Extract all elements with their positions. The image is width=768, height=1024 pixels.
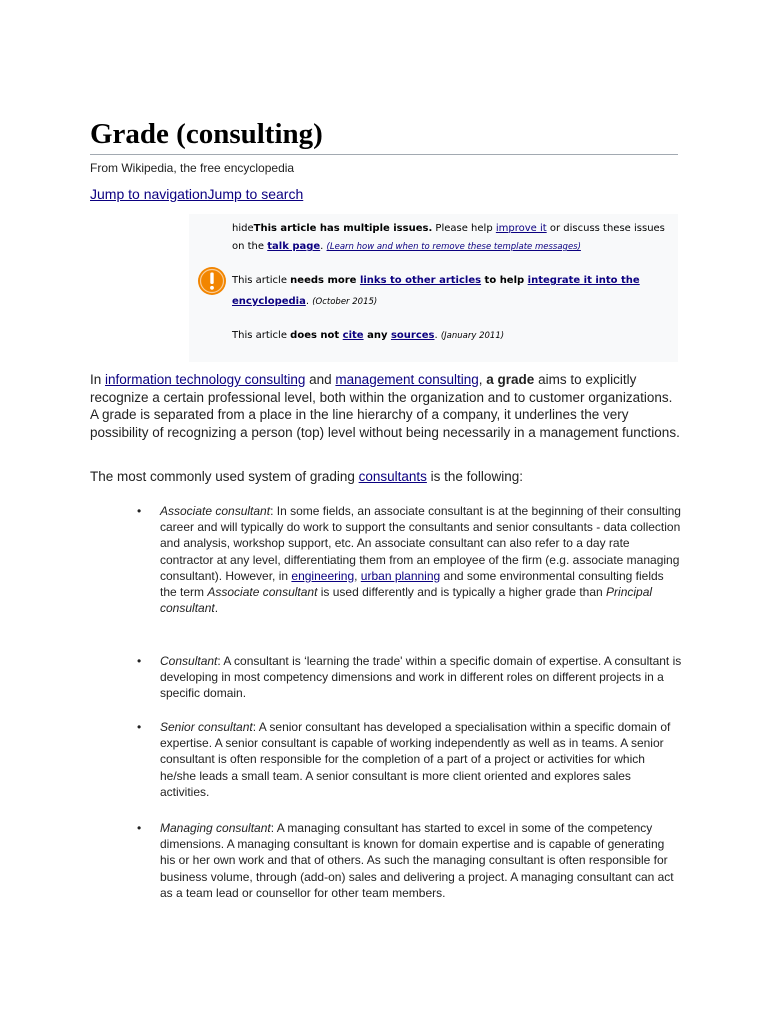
urban-planning-link[interactable]: urban planning [360, 568, 441, 583]
jump-to-navigation-link[interactable]: Jump to navigation [90, 186, 208, 202]
integrate-encyclopedia-link[interactable]: integrate it into the encyclopedia [232, 275, 640, 307]
title-divider [90, 154, 678, 155]
grade-term: Associate consultant [160, 504, 271, 518]
exclamation-warning-icon [197, 266, 227, 296]
grade-term: Senior consultant [160, 720, 253, 734]
intro-paragraph: In information technology consulting and management consulting, a grade aims to explicitly recognize a certain professional level, both within the organization and to customer organizations. A grade is separated from a place in the line hierarchy of a company, it underlines the very possibility of recognizing a person (top) level without being necessarily in a management functions. [90, 372, 680, 440]
talk-page-link[interactable]: talk page [267, 241, 321, 252]
links-to-other-articles-link[interactable]: links to other articles [359, 275, 482, 286]
learn-remove-link[interactable]: (Learn how and when to remove these template messages) [326, 242, 581, 252]
jump-links [90, 186, 303, 202]
jump-to-search-link[interactable]: Jump to search [207, 186, 304, 202]
issue-needs-links: This article needs more links to other articles to help integrate it into the encyclopedia. (October 2015) [232, 275, 640, 307]
management-consulting-link[interactable]: management consulting [335, 372, 479, 387]
consultants-link[interactable]: consultants [358, 469, 427, 484]
multiple-issues-title: This article has multiple issues. [253, 223, 433, 234]
hide-toggle[interactable]: hide [232, 223, 254, 234]
multiple-issues-header: hideThis article has multiple issues. Please help improve it or discuss these issues on the talk page. (Learn how and when to remove these template messages) [232, 223, 665, 252]
bullet: • [137, 654, 142, 668]
page-title: Grade (consulting) [90, 118, 323, 150]
bullet: • [137, 504, 142, 518]
engineering-link[interactable]: engineering [291, 568, 355, 583]
issue1-date: (October 2015) [312, 297, 378, 307]
it-consulting-link[interactable]: information technology consulting [105, 372, 306, 387]
sources-link[interactable]: sources [390, 330, 435, 341]
bullet: • [137, 821, 142, 835]
page-tagline: From Wikipedia, the free encyclopedia [90, 161, 295, 175]
issue2-date: (January 2011) [440, 331, 505, 341]
multiple-issues-box [189, 214, 678, 362]
issue-no-sources: This article does not cite any sources. (January 2011) [232, 330, 505, 341]
grade-term: Managing consultant [160, 821, 271, 835]
grade-term: Consultant [160, 654, 218, 668]
improve-it-link[interactable]: improve it [495, 223, 547, 234]
grade-term: a grade [486, 372, 535, 387]
bullet: • [137, 720, 142, 734]
grading-lead: The most commonly used system of grading consultants is the following: [90, 469, 523, 484]
cite-link[interactable]: cite [342, 330, 364, 341]
